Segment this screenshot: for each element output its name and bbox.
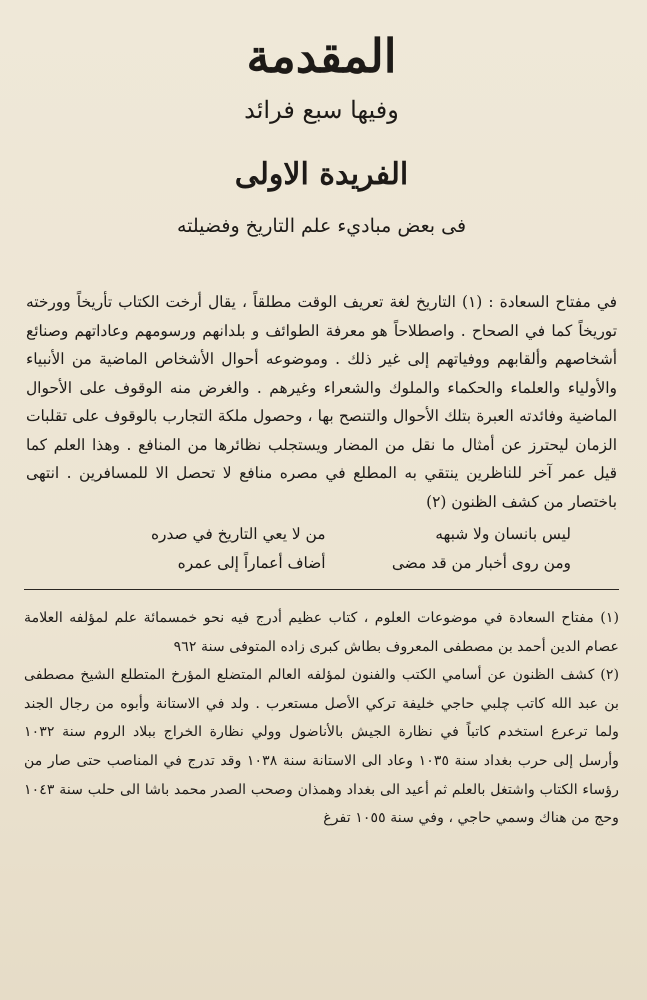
footnote-divider [24, 589, 619, 590]
verse-1-right: ليس بانسان ولا شبهه [435, 525, 571, 543]
footnote-1: (١) مفتاح السعادة في موضوعات العلوم ، كتاب عظيم أدرج فيه نحو خمسمائة علم لمؤلفه العلامة عصام الدين أحمد بن مصطفى المعروف بطاش كبرى زاده المتوفى سنة ٩٦٢ [24, 610, 619, 655]
paragraph-text: في مفتاح السعادة : (١) التاريخ لغة تعريف الوقت مطلقاً ، يقال أرخت الكتاب تأريخاً وورخته توريخاً كما في الصحاح . واصطلاحاً هو معرفة الطوائف و بلدانهم ورسومهم وعاداتهم وصنائع أشخاصهم وألقابهم ووفياتهم إلى غير ذلك . وموضوعه أحوال الأشخاص الماضية من الأنبياء والأولياء والعلماء والحكماء والملوك والشعراء وغيرهم . والغرض منه الوقوف على الأحوال الماضية وفائدته العبرة بتلك الأحوال والتنصح بها ، وحصول ملكة التجارب بالوقوف على تقلبات الزمان ليحترز عن أمثال ما نقل من المضار ويستجلب نظائرها من المنافع . وهذا العلم كما قيل عمر آخر للناظرين ينتقي به المطلع في مصره منافع لا تحصل الا للمسافرين . انتهى باختصار من كشف الظنون (٢) [26, 293, 617, 511]
verse-2-right: ومن روى أخبار من قد مضى [391, 553, 571, 572]
main-paragraph [24, 288, 619, 516]
page-subtitle: وفيها سبع فرائد [244, 96, 399, 124]
section-title: الفريدة الاولى [234, 157, 409, 192]
footnotes [24, 604, 619, 833]
footnote-2: (٢) كشف الظنون عن أسامي الكتب والفنون لمؤلفه العالم المتضلع المؤرخ المتطلع الشيخ مصطفى بن عبد الله كاتب چلبي حاجي خليفة تركي الأصل مستعرب . ولد في الاستانة وأبوه من رجال الجند ولما ترعرع استخدم كاتباً في نظارة الجيش بالأناضول وولي نظارة الخراج ببلاد الروم سنة ١٠٣٢ وأرسل إلى حرب بغداد سنة ١٠٣٥ وعاد الى الاستانة سنة ١٠٣٨ وقد تدرج في المناصب حتى صار من رؤساء الكتاب واشتغل بالعلم ثم أعيد الى بغداد وهمذان وصحب الصدر محمد باشا الى حلب سنة ١٠٤٣ وحج من هناك وسمي حاجي ، وفي سنة ١٠٥٥ تفرغ [24, 667, 619, 827]
section-subtitle: فى بعض مباديء علم التاريخ وفضيلته [176, 215, 467, 237]
poem-verses [24, 520, 619, 577]
verse-1-left: من لا يعي التاريخ في صدره [150, 525, 326, 543]
page-title: المقدمة [246, 29, 397, 83]
verse-2-left: أضاف أعماراً إلى عمره [177, 553, 326, 572]
